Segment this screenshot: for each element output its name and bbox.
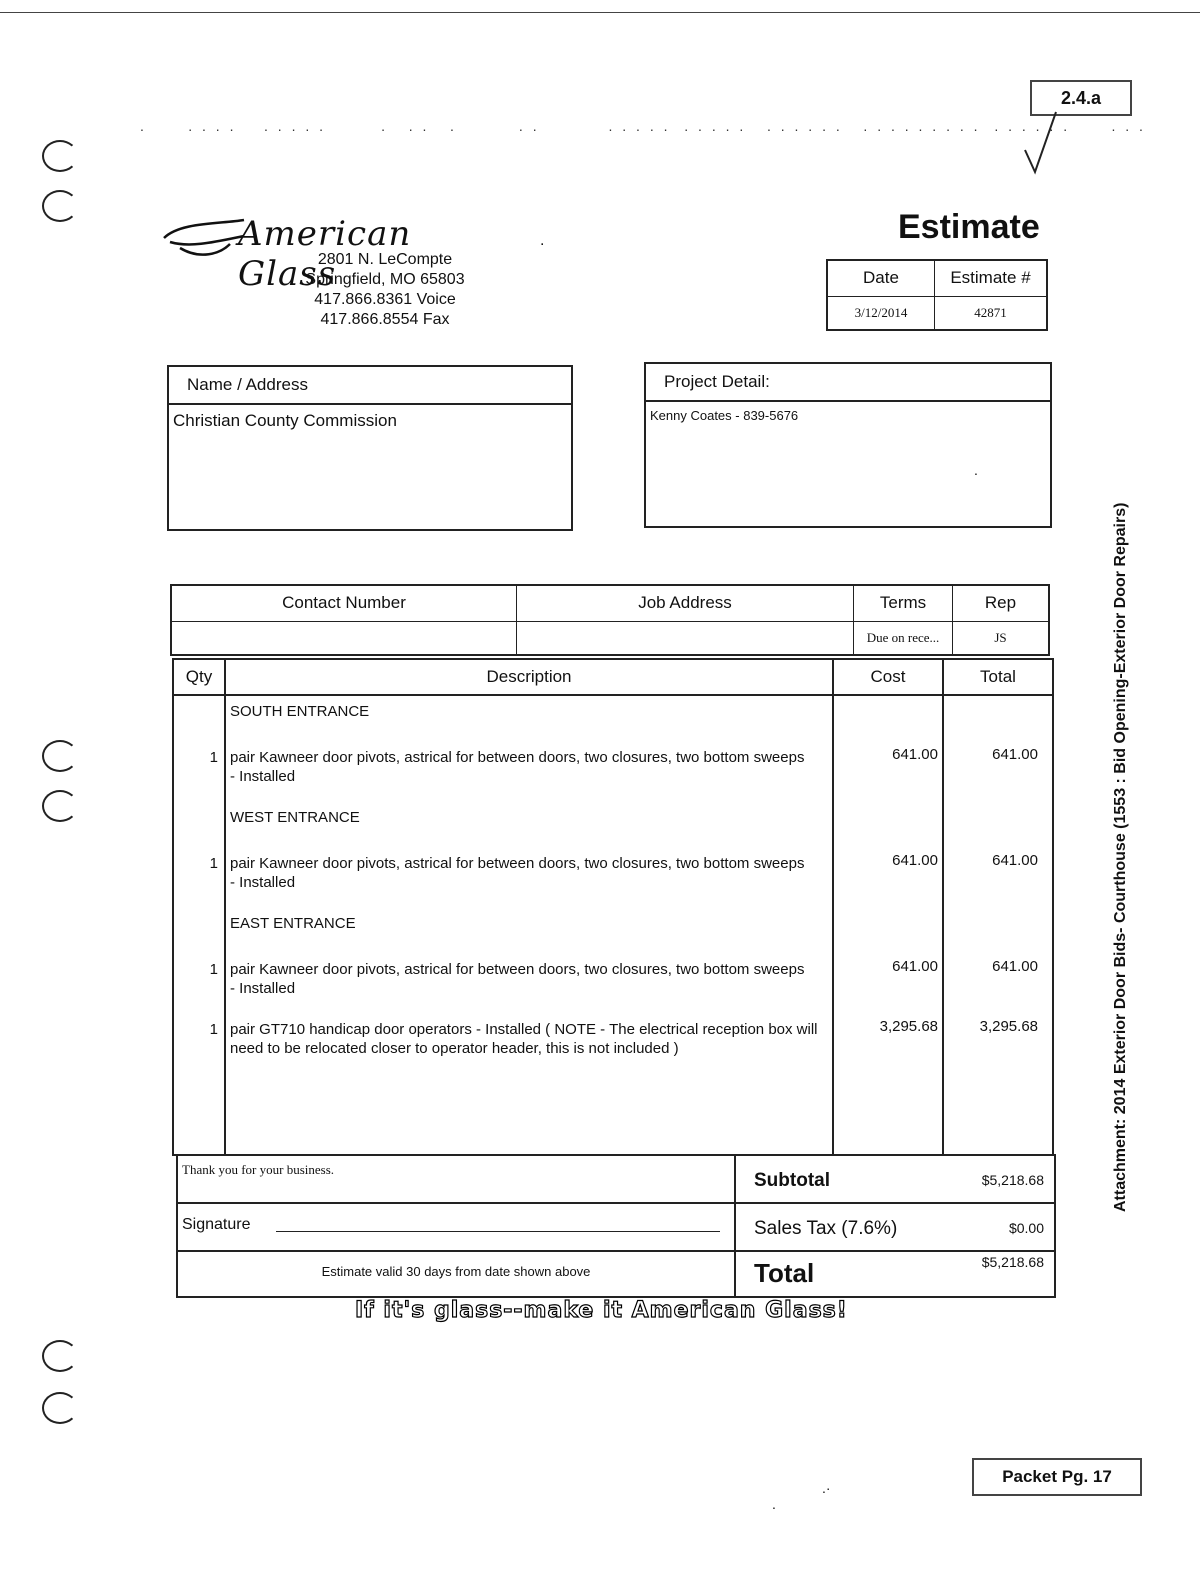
item-cost: 3,295.68: [879, 1018, 938, 1035]
terms-label: Terms: [854, 585, 953, 621]
total-label: Total: [754, 1258, 815, 1288]
contact-number-label: Contact Number: [171, 585, 517, 621]
dotted-line-decoration: . . . . . . . . . . . . . . . . . . . . . . . . . . . . . . . . . . . . . . . . . . . . . . . . . .: [140, 118, 1146, 134]
binder-hole-icon: [42, 740, 78, 772]
thanks-cell: [178, 1156, 734, 1204]
column-divider: [224, 660, 226, 1154]
contact-number-value: [171, 621, 517, 655]
items-header-row: [174, 660, 1052, 696]
binder-hole-icon: [42, 190, 78, 222]
address-line: 2801 N. LeCompte: [317, 251, 453, 268]
item-description: pair Kawneer door pivots, astrical for between doors, two closures, two bottom sweeps - Installed: [230, 749, 805, 785]
totals-column: [734, 1156, 1056, 1296]
date-label: Date: [827, 260, 935, 296]
binder-hole-icon: [42, 1392, 78, 1424]
thanks-text: Thank you for your business.: [182, 1162, 335, 1177]
city-line: Springfield, MO 65803: [305, 271, 465, 288]
qty-header: Qty: [185, 667, 213, 686]
sales-tax-label: Sales Tax (7.6%): [754, 1218, 898, 1239]
binder-hole-icon: [42, 1340, 78, 1372]
hand-logo-icon: [160, 212, 250, 262]
subtotal-label: Subtotal: [754, 1170, 830, 1191]
section-heading: WEST ENTRANCE: [230, 809, 360, 826]
binder-hole-icon: [42, 140, 78, 172]
attachment-note: Attachment: 2014 Exterior Door Bids- Courthouse (1553 : Bid Opening-Exterior Door Repairs): [1112, 502, 1129, 1212]
date-estimate-table: [826, 259, 1048, 331]
column-divider: [942, 660, 944, 1154]
logo-wordmark: American Glass: [238, 214, 412, 294]
item-description: pair GT710 handicap door operators - Installed ( NOTE - The electrical reception box will need to be relocated closer to operator header, this is not included ): [230, 1021, 818, 1057]
date-value: 3/12/2014: [827, 296, 935, 330]
job-info-table: [170, 584, 1050, 656]
subtotal-value: $5,218.68: [981, 1172, 1044, 1188]
project-contact: Kenny Coates - 839-5676: [650, 408, 799, 423]
company-address: [270, 250, 500, 330]
project-detail-label: Project Detail:: [646, 364, 1050, 402]
item-cost: 641.00: [892, 852, 938, 869]
total-row: [736, 1252, 1056, 1296]
voice-line: 417.866.8361 Voice: [314, 291, 456, 308]
name-address-box: [167, 365, 573, 531]
subtotal-row: [736, 1156, 1056, 1204]
total-value: $5,218.68: [981, 1254, 1044, 1270]
packet-page-stamp: [972, 1458, 1142, 1496]
estimate-number-value: 42871: [935, 296, 1048, 330]
project-detail-box: [644, 362, 1052, 528]
item-description: pair Kawneer door pivots, astrical for between doors, two closures, two bottom sweeps - Installed: [230, 961, 805, 997]
description-header: Description: [486, 667, 572, 686]
fax-line: 417.866.8554 Fax: [320, 311, 450, 328]
stray-dot: .: [974, 462, 978, 478]
sales-tax-row: [736, 1204, 1056, 1252]
rep-label: Rep: [953, 585, 1050, 621]
customer-name: Christian County Commission: [173, 411, 397, 430]
item-description: pair Kawneer door pivots, astrical for between doors, two closures, two bottom sweeps - Installed: [230, 855, 805, 891]
cost-header: Cost: [870, 667, 906, 686]
slogan: If it's glass--make it American Glass!: [355, 1298, 848, 1323]
item-cost: 641.00: [892, 746, 938, 763]
item-total: 641.00: [992, 746, 1038, 763]
stray-dot: .: [540, 232, 545, 249]
section-heading: EAST ENTRANCE: [230, 915, 356, 932]
signature-line[interactable]: [276, 1231, 720, 1232]
totals-block: [176, 1154, 1056, 1298]
stray-dot: .·: [822, 1480, 831, 1496]
section-heading: SOUTH ENTRANCE: [230, 703, 370, 720]
item-qty: 1: [209, 749, 218, 766]
total-header: Total: [980, 667, 1016, 686]
name-address-label: Name / Address: [169, 367, 571, 405]
signature-label: Signature: [182, 1216, 251, 1233]
document-title: Estimate: [898, 208, 1040, 246]
item-total: 641.00: [992, 958, 1038, 975]
stray-dot: .: [772, 1496, 776, 1512]
packet-page-text: Packet Pg. 17: [1002, 1467, 1112, 1486]
terms-value: Due on rece...: [854, 621, 953, 655]
item-cost: 641.00: [892, 958, 938, 975]
column-divider: [832, 660, 834, 1154]
binder-hole-icon: [42, 790, 78, 822]
line-items-table: [172, 658, 1054, 1156]
validity-note: Estimate valid 30 days from date shown above: [321, 1264, 591, 1279]
job-address-label: Job Address: [517, 585, 854, 621]
sales-tax-value: $0.00: [1008, 1220, 1044, 1236]
agenda-stamp-text: 2.4.a: [1060, 87, 1102, 108]
item-qty: 1: [209, 961, 218, 978]
item-qty: 1: [209, 1021, 218, 1038]
job-address-value: [517, 621, 854, 655]
estimate-number-label: Estimate #: [935, 260, 1048, 296]
top-border-line: [0, 12, 1200, 13]
signature-cell: [178, 1204, 734, 1252]
rep-value: JS: [953, 621, 1050, 655]
item-total: 641.00: [992, 852, 1038, 869]
item-qty: 1: [209, 855, 218, 872]
item-total: 3,295.68: [979, 1018, 1038, 1035]
